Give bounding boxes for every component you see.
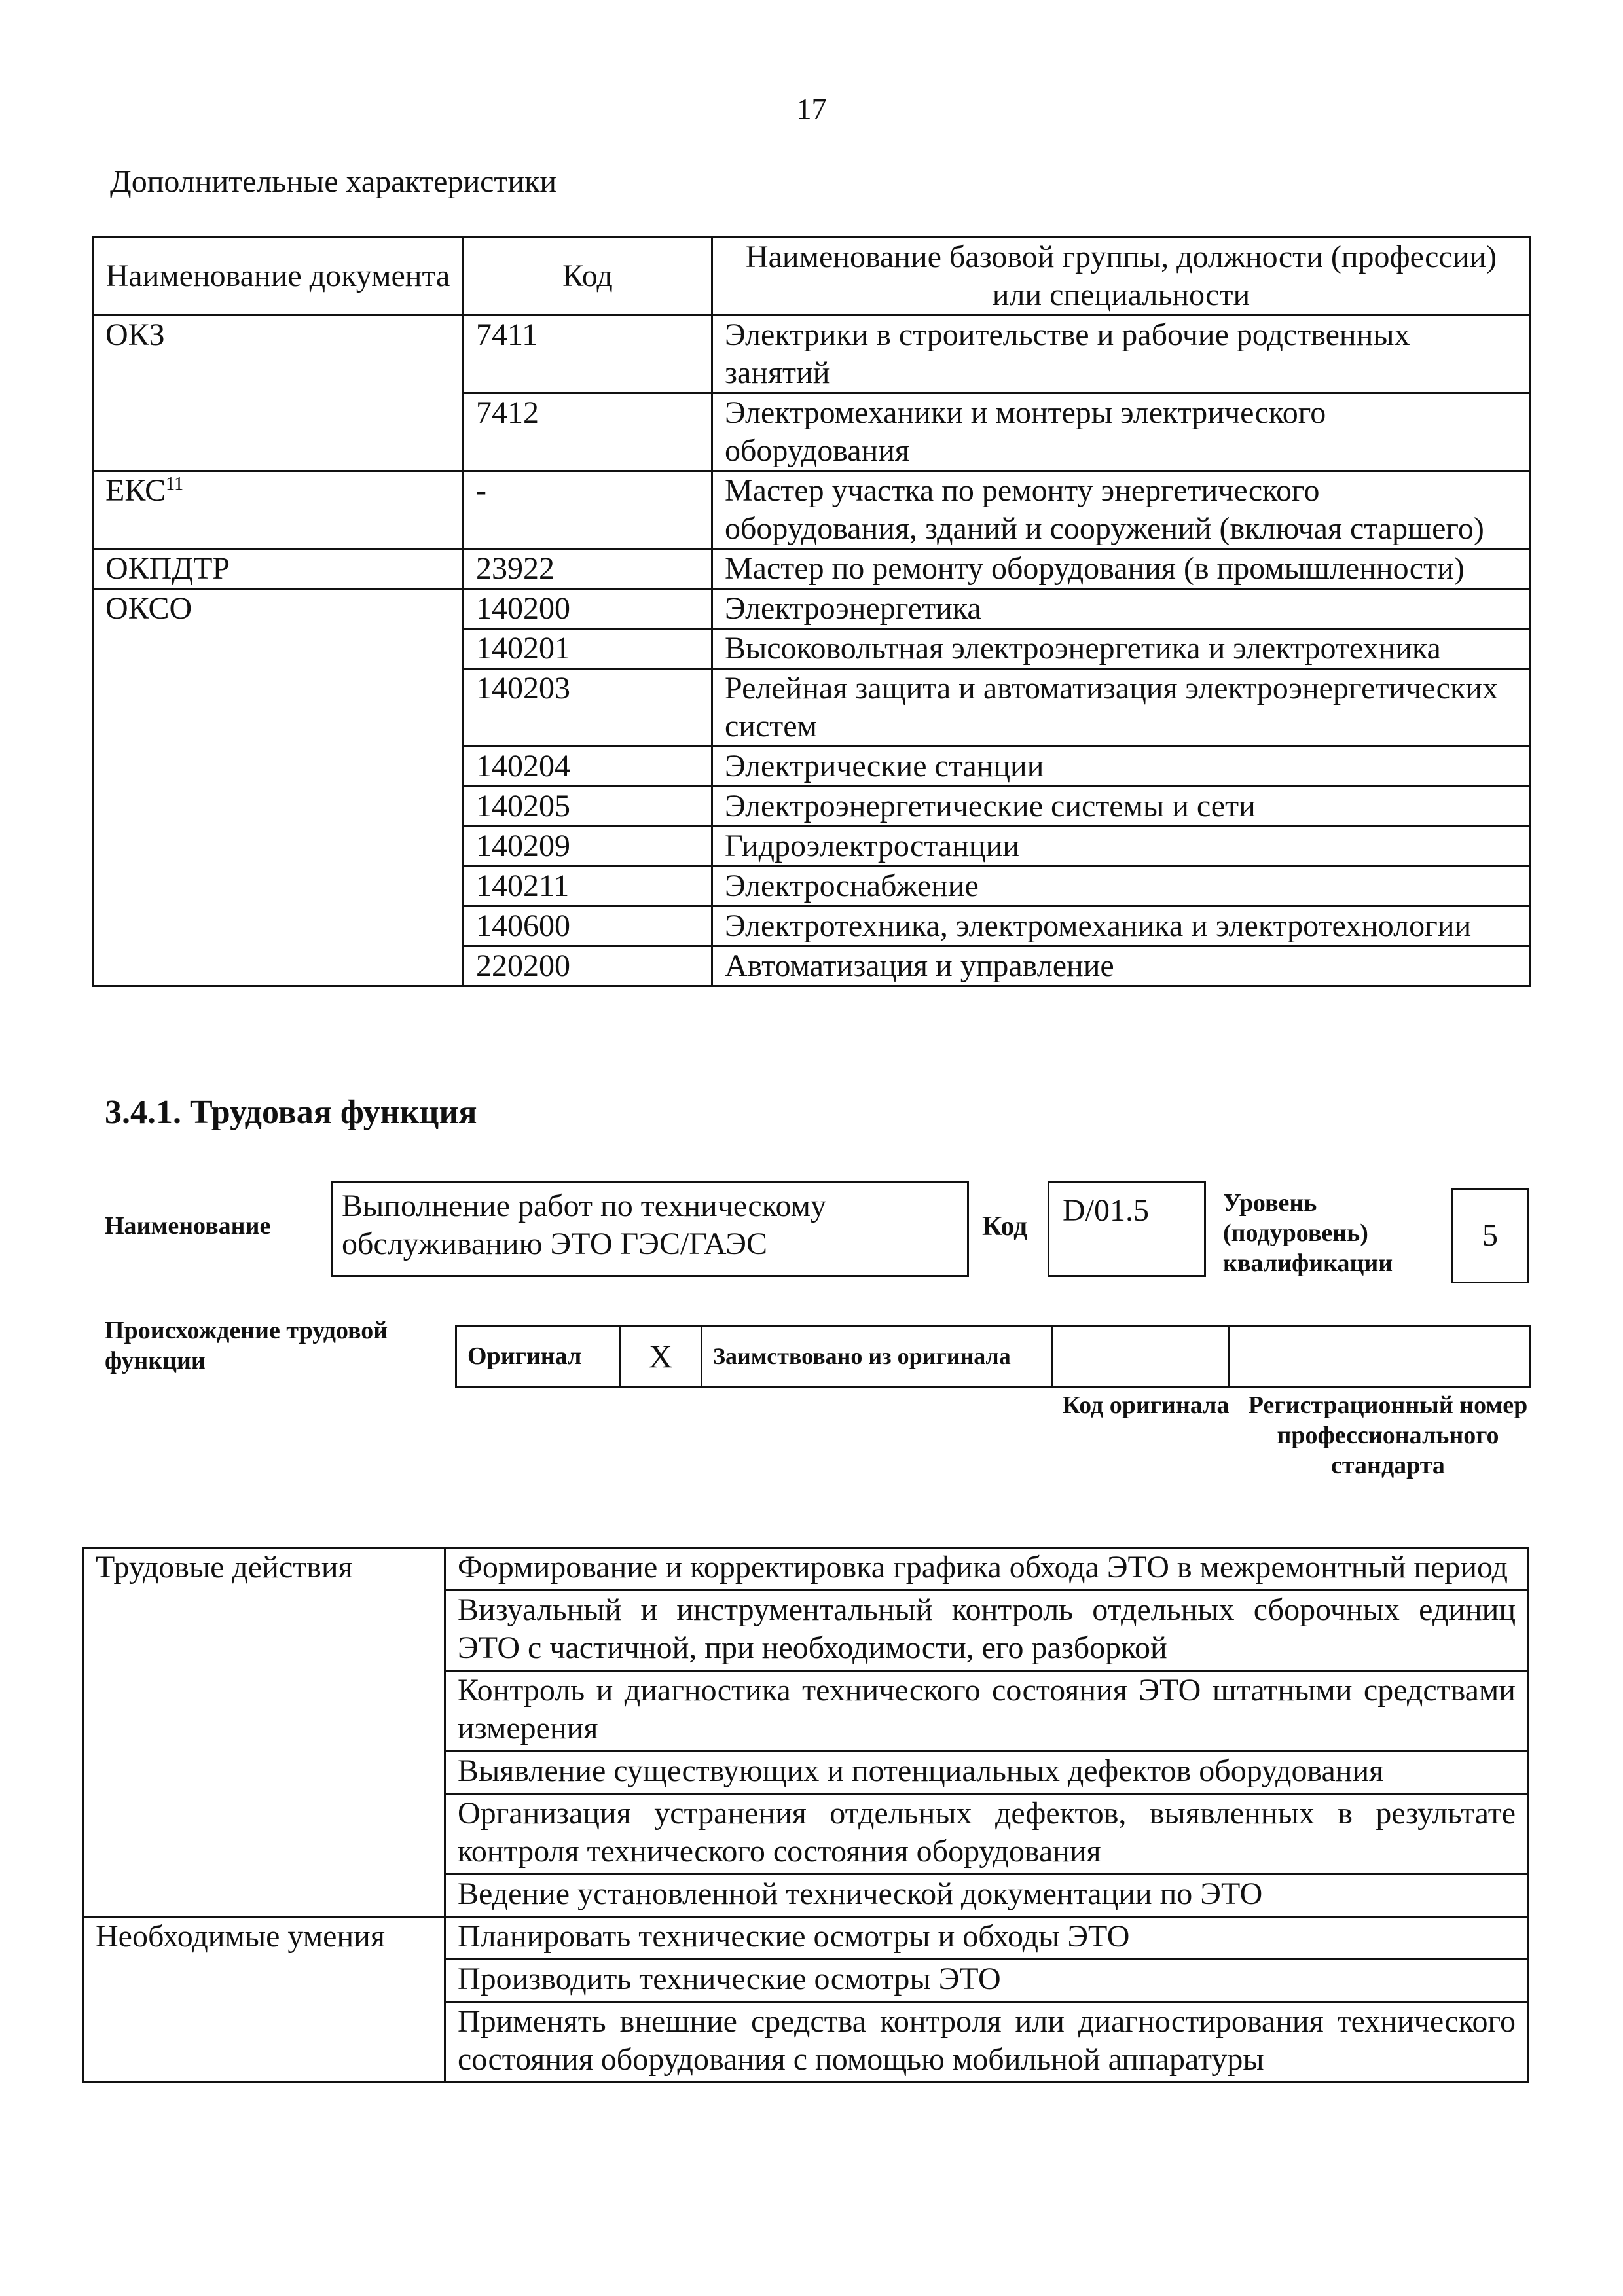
header-name: Наименование базовой группы, должности (профессии) или специальности bbox=[712, 237, 1531, 315]
function-name-box: Выполнение работ по техническому обслуживанию ЭТО ГЭС/ГАЭС bbox=[331, 1181, 969, 1277]
code-cell: 140203 bbox=[464, 669, 712, 747]
reg-number-caption: Регистрационный номер профессионального стандарта bbox=[1248, 1391, 1528, 1479]
extra-characteristics-title: Дополнительные характеристики bbox=[110, 164, 557, 199]
name-cell: Мастер по ремонту оборудования (в промышленности) bbox=[712, 549, 1531, 589]
skill-item: Производить технические осмотры ЭТО bbox=[445, 1960, 1529, 2002]
level-box: 5 bbox=[1451, 1188, 1529, 1283]
skill-item: Планировать технические осмотры и обходы ЭТО bbox=[445, 1917, 1529, 1960]
name-cell: Гидроэлектростанции bbox=[712, 827, 1531, 867]
level-label: Уровень (подуровень) квалификации bbox=[1223, 1189, 1393, 1277]
table-row bbox=[93, 589, 1531, 629]
table-row bbox=[83, 1548, 1529, 1590]
footnote-ref: 11 bbox=[166, 474, 184, 494]
code-cell: 140211 bbox=[464, 867, 712, 906]
code-cell: 7412 bbox=[464, 393, 712, 471]
origin-table bbox=[455, 1325, 1531, 1388]
name-cell: Электромеханики и монтеры электрического оборудования bbox=[712, 393, 1531, 471]
name-label: Наименование bbox=[105, 1212, 271, 1240]
doc-cell: ЕКС$^{11}$ bbox=[93, 471, 464, 549]
header-doc: Наименование документа bbox=[93, 237, 464, 315]
code-cell: 140204 bbox=[464, 747, 712, 787]
origin-original-label: Оригинал bbox=[456, 1326, 620, 1387]
code-cell: 140200 bbox=[464, 589, 712, 629]
doc-cell: ОКСО bbox=[93, 589, 464, 986]
code-cell: 220200 bbox=[464, 946, 712, 986]
name-cell: Электроэнергетические системы и сети bbox=[712, 787, 1531, 827]
actions-table bbox=[82, 1547, 1529, 2083]
code-cell: 140209 bbox=[464, 827, 712, 867]
action-item: Выявление существующих и потенциальных дефектов оборудования bbox=[445, 1751, 1529, 1794]
code-cell: - bbox=[464, 471, 712, 549]
doc-cell: ОКЗ bbox=[93, 315, 464, 471]
origin-label: Происхождение трудовой функции bbox=[105, 1317, 388, 1374]
origin-borrowed-label: Заимствовано из оригинала bbox=[702, 1326, 1052, 1387]
section-heading: 3.4.1. Трудовая функция bbox=[105, 1094, 477, 1131]
name-cell: Мастер участка по ремонту энергетического оборудования, зданий и сооружений (включая старшего) bbox=[712, 471, 1531, 549]
code-cell: 23922 bbox=[464, 549, 712, 589]
code-cell: 7411 bbox=[464, 315, 712, 393]
reg-number-cell bbox=[1229, 1326, 1530, 1387]
code-cell: 140600 bbox=[464, 906, 712, 946]
name-cell: Электрики в строительстве и рабочие родственных занятий bbox=[712, 315, 1531, 393]
section-label: Необходимые умения bbox=[83, 1917, 445, 2083]
code-label: Код bbox=[982, 1211, 1028, 1242]
table-row bbox=[93, 549, 1531, 589]
name-cell: Электроэнергетика bbox=[712, 589, 1531, 629]
code-original-caption: Код оригинала bbox=[1062, 1391, 1230, 1419]
code-box: D/01.5 bbox=[1048, 1181, 1206, 1277]
name-cell: Автоматизация и управление bbox=[712, 946, 1531, 986]
action-item: Контроль и диагностика технического состояния ЭТО штатными средствами измерения bbox=[445, 1671, 1529, 1751]
section-label: Трудовые действия bbox=[83, 1548, 445, 1917]
action-item: Формирование и корректировка графика обхода ЭТО в межремонтный период bbox=[445, 1548, 1529, 1590]
doc-cell: ОКПДТР bbox=[93, 549, 464, 589]
page-number: 17 bbox=[796, 92, 827, 126]
origin-original-mark: X bbox=[620, 1326, 702, 1387]
name-cell: Электроснабжение bbox=[712, 867, 1531, 906]
code-cell: 140205 bbox=[464, 787, 712, 827]
header-code: Код bbox=[464, 237, 712, 315]
name-cell: Высоковольтная электроэнергетика и электротехника bbox=[712, 629, 1531, 669]
name-cell: Электротехника, электромеханика и электротехнологии bbox=[712, 906, 1531, 946]
code-original-cell bbox=[1052, 1326, 1229, 1387]
table-row bbox=[93, 471, 1531, 549]
code-cell: 140201 bbox=[464, 629, 712, 669]
action-item: Организация устранения отдельных дефектов, выявленных в результате контроля технического состояния оборудования bbox=[445, 1794, 1529, 1874]
action-item: Визуальный и инструментальный контроль отдельных сборочных единиц ЭТО с частичной, при необходимости, его разборкой bbox=[445, 1590, 1529, 1671]
extra-characteristics-table bbox=[92, 236, 1531, 987]
table-row bbox=[83, 1917, 1529, 1960]
action-item: Ведение установленной технической документации по ЭТО bbox=[445, 1874, 1529, 1917]
skill-item: Применять внешние средства контроля или диагностирования технического состояния оборудования с помощью мобильной аппаратуры bbox=[445, 2002, 1529, 2083]
name-cell: Электрические станции bbox=[712, 747, 1531, 787]
table-row bbox=[93, 315, 1531, 393]
name-cell: Релейная защита и автоматизация электроэнергетических систем bbox=[712, 669, 1531, 747]
